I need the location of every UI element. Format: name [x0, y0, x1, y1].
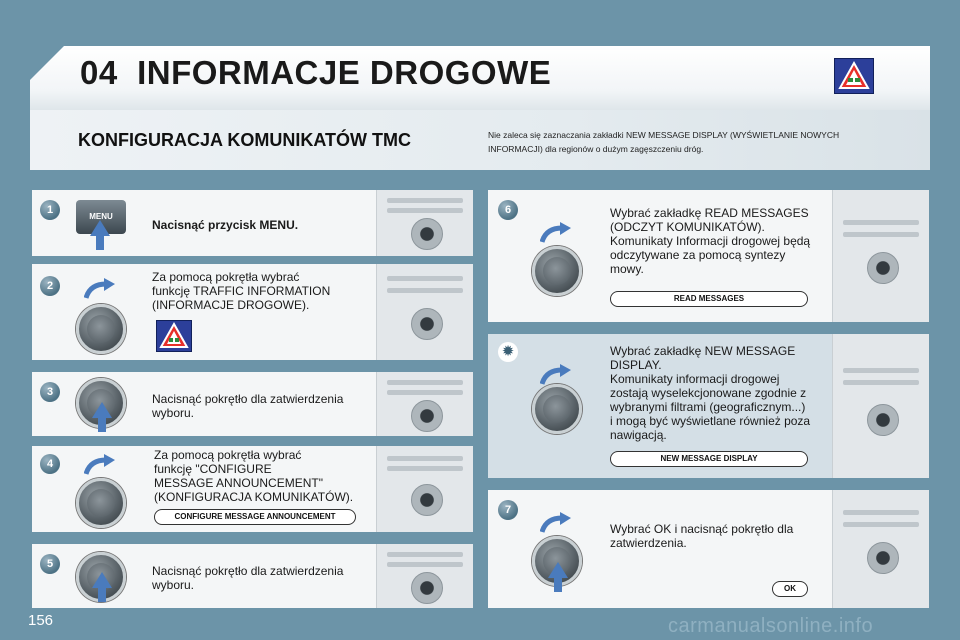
rotary-knob[interactable]	[532, 246, 582, 296]
step-number-badge: 5	[40, 554, 60, 574]
rotary-knob[interactable]	[532, 384, 582, 434]
press-arrow-stem	[96, 236, 104, 250]
step-number-badge: 7	[498, 500, 518, 520]
step-5-text: Nacisnąć pokrętło dla zatwierdzenia wyboru.	[152, 564, 344, 592]
page-title: 04 INFORMACJE DROGOWE	[80, 54, 552, 91]
rotate-arrow-icon	[540, 222, 572, 244]
device-illustration	[376, 190, 473, 256]
rotate-arrow-icon	[540, 512, 572, 534]
menu-button[interactable]: MENU	[76, 200, 126, 234]
warning-note: Nie zaleca się zaznaczania zakładki NEW MESSAGE DISPLAY (WYŚWIETLANIE NOWYCH INFORMACJI) dla regionów o dużym zagęszczeniu dróg.	[488, 130, 840, 154]
press-arrow-icon	[548, 562, 568, 578]
traffic-info-icon	[834, 58, 874, 94]
press-arrow-icon	[92, 402, 112, 418]
step-6-text: Wybrać zakładkę READ MESSAGES (ODCZYT KOMUNIKATÓW). Komunikaty Informacji drogowej będą odczytywane za pomocą syntezy mowy.	[610, 206, 811, 276]
step-number-badge: 6	[498, 200, 518, 220]
device-illustration	[376, 264, 473, 360]
traffic-info-icon	[156, 320, 192, 352]
device-illustration	[376, 544, 473, 608]
device-illustration	[832, 334, 929, 478]
page-number: 156	[28, 612, 54, 629]
press-arrow-stem	[98, 588, 106, 602]
rotate-arrow-icon	[540, 364, 572, 386]
rotary-knob[interactable]	[76, 304, 126, 354]
step-number-badge: 4	[40, 454, 60, 474]
sun-icon: ✹	[498, 342, 518, 362]
step-3-text: Nacisnąć pokrętło dla zatwierdzenia wyboru.	[152, 392, 344, 420]
tip-text: Wybrać zakładkę NEW MESSAGE DISPLAY. Komunikaty informacji drogowej zostają wyselekcjonowane zgodnie z wybranymi filtrami (geograficznym...) i mogą być wyświetlane również poza nawigacją.	[610, 344, 811, 442]
rotate-arrow-icon	[84, 454, 116, 476]
press-arrow-stem	[554, 578, 562, 592]
press-arrow-icon	[90, 220, 110, 236]
ok-option[interactable]: OK	[772, 581, 808, 597]
press-arrow-stem	[98, 418, 106, 432]
step-number-badge: 3	[40, 382, 60, 402]
device-illustration	[376, 372, 473, 436]
new-message-display-option[interactable]: NEW MESSAGE DISPLAY	[610, 451, 808, 467]
press-arrow-icon	[92, 572, 112, 588]
step-number-badge: 2	[40, 276, 60, 296]
watermark: carmanualsonline.info	[668, 615, 874, 637]
step-2-text: Za pomocą pokrętła wybrać funkcję TRAFFIC INFORMATION (INFORMACJE DROGOWE).	[152, 270, 331, 312]
configure-message-announcement-option[interactable]: CONFIGURE MESSAGE ANNOUNCEMENT	[154, 509, 356, 525]
device-illustration	[832, 490, 929, 608]
device-illustration	[376, 446, 473, 532]
step-1-text: Nacisnąć przycisk MENU.	[152, 218, 299, 232]
rotary-knob[interactable]	[76, 478, 126, 528]
read-messages-option[interactable]: READ MESSAGES	[610, 291, 808, 307]
step-4-text: Za pomocą pokrętła wybrać funkcję "CONFIGURE MESSAGE ANNOUNCEMENT" (KONFIGURACJA KOMUNIKATÓW).	[154, 448, 354, 504]
section-title: KONFIGURACJA KOMUNIKATÓW TMC	[78, 130, 411, 150]
rotate-arrow-icon	[84, 278, 116, 300]
step-7-text: Wybrać OK i nacisnąć pokrętło dla zatwierdzenia.	[610, 522, 794, 550]
step-number-badge: 1	[40, 200, 60, 220]
device-illustration	[832, 190, 929, 322]
